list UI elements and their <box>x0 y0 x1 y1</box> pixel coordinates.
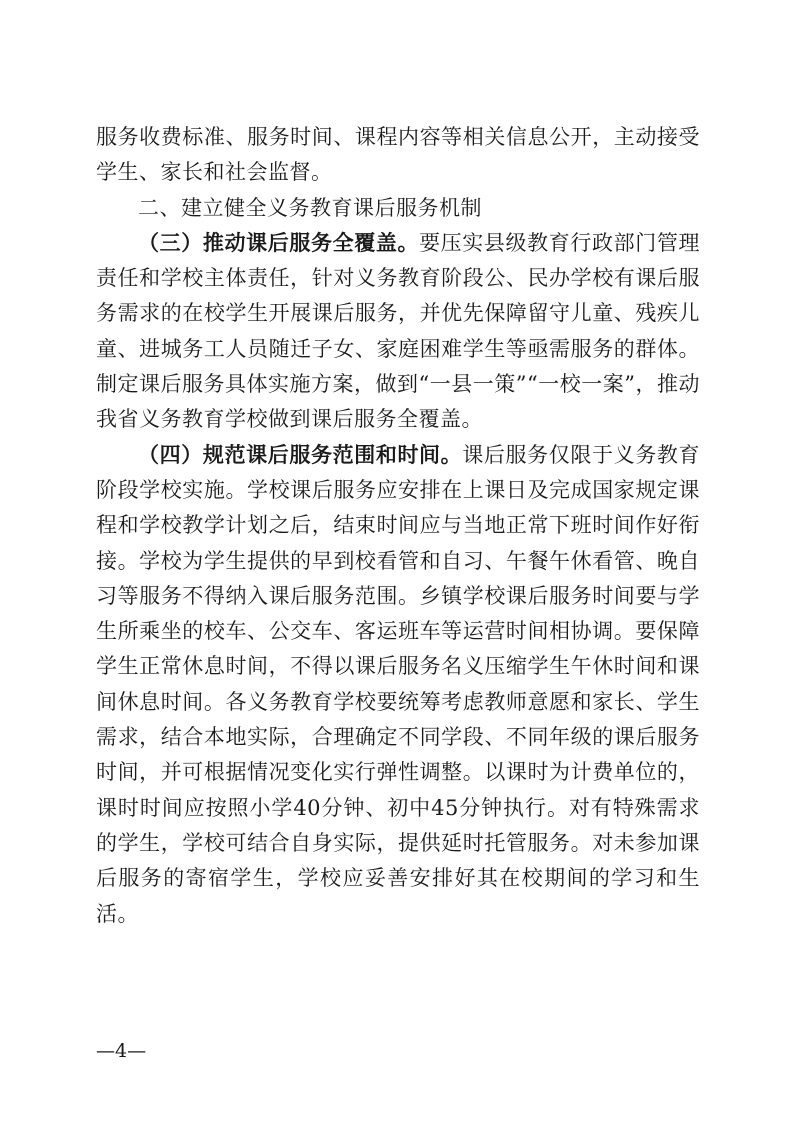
paragraph-text: 服务收费标准、服务时间、课程内容等相关信息公开，主动接受学生、家长和社会监督。 <box>96 125 700 185</box>
paragraph-lead: （四）规范课后服务范围和时间。 <box>138 442 463 467</box>
paragraph-continuation <box>96 120 700 191</box>
section-heading-text: 二、建立健全义务教育课后服务机制 <box>138 195 482 220</box>
paragraph-lead: （三）推动课后服务全覆盖。 <box>138 230 420 255</box>
paragraph-text: 要压实县级教育行政部门管理责任和学校主体责任，针对义务教育阶段公、民办学校有课后服务需求的在校学生开展课后服务，并优先保障留守儿童、残疾儿童、进城务工人员随迁子女、家庭困难学生等亟需服务的群体。制定课后服务具体实施方案，做到“一县一策”“一校一案”，推动我省义务教育学校做到课后服务全覆盖。 <box>96 230 701 432</box>
page-number: —4— <box>96 1040 147 1062</box>
document-body <box>96 120 700 932</box>
paragraph-item-4 <box>96 438 700 932</box>
paragraph-item-3 <box>96 226 700 438</box>
paragraph-text: 课后服务仅限于义务教育阶段学校实施。学校课后服务应安排在上课日及完成国家规定课程和学校教学计划之后，结束时间应与当地正常下班时间作好衔接。学校为学生提供的早到校看管和自习、午餐午休看管、晚自习等服务不得纳入课后服务范围。乡镇学校课后服务时间要与学生所乘坐的校车、公交车、客运班车等运营时间相协调。要保障学生正常休息时间，不得以课后服务名义压缩学生午休时间和课间休息时间。各义务教育学校要统筹考虑教师意愿和家长、学生需求，结合本地实际，合理确定不同学段、不同年级的课后服务时间，并可根据情况变化实行弹性调整。以课时为计费单位的，课时时间应按照小学40分钟、初中45分钟执行。对有特殊需求的学生，学校可结合自身实际，提供延时托管服务。对未参加课后服务的寄宿学生，学校应妥善安排好其在校期间的学习和生活。 <box>96 442 701 926</box>
section-heading <box>96 191 700 226</box>
